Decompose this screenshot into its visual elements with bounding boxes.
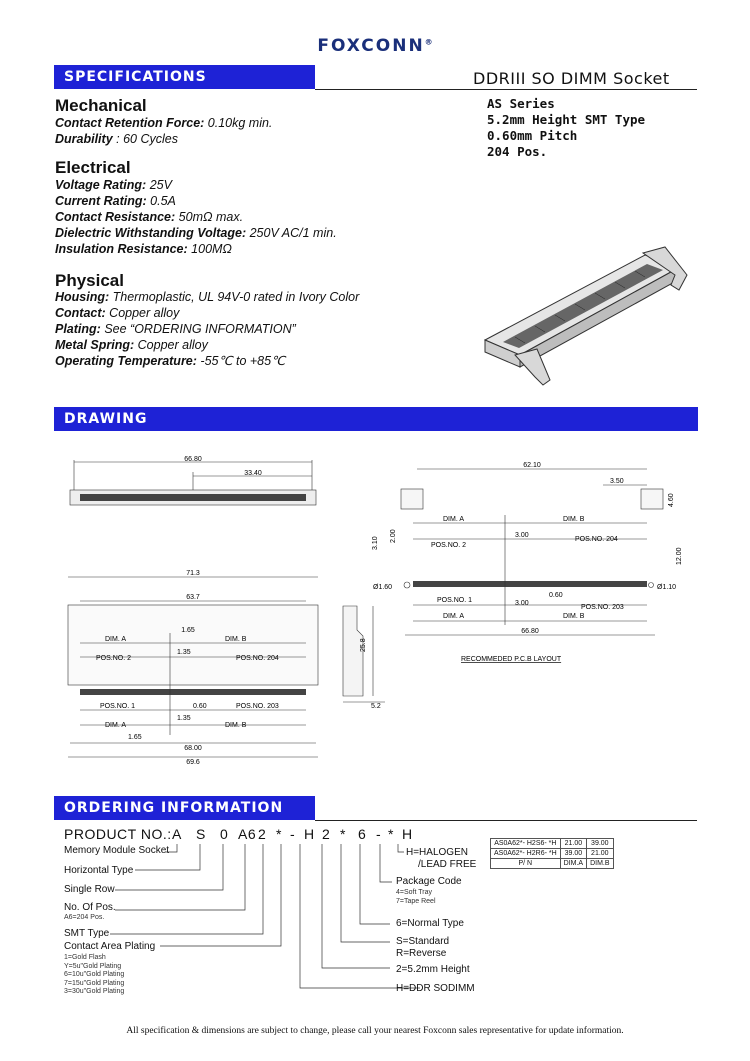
dim-66-80: 66.80: [521, 628, 539, 635]
dim-3-00: 3.00: [515, 532, 529, 539]
footer-note: All specification & dimensions are subject to change, please call your nearest Foxconn sales representative for update information.: [126, 1026, 624, 1036]
pos-2-label: POS.NO. 2: [96, 655, 132, 662]
pos-1-label-pcb: POS.NO. 1: [437, 597, 473, 604]
positions-line: 204 Pos.: [487, 144, 548, 159]
dim-25-8: 25.8: [360, 638, 367, 652]
dim-0-60-pcb: 0.60: [549, 592, 563, 599]
label-height: 2=5.2mm Height: [396, 964, 470, 975]
electrical-list: [55, 177, 337, 257]
code-char: 2: [322, 826, 331, 842]
code-char: -: [290, 826, 296, 842]
dim-1-65: 1.65: [181, 627, 195, 634]
code-char: 0: [220, 826, 229, 842]
pos-203-label-pcb: POS.NO. 203: [581, 604, 624, 611]
product-subtitle: [487, 96, 645, 160]
pos-204-label: POS.NO. 204: [236, 655, 279, 662]
specifications-bar: [54, 65, 315, 89]
dim-b-label-pcb-b: DIM. B: [563, 613, 585, 620]
spec-item: Plating: See “ORDERING INFORMATION”: [55, 322, 296, 336]
label-standard: S=Standard: [396, 936, 450, 947]
dim-5-2: 5.2: [371, 703, 381, 710]
spec-item: Operating Temperature: -55℃ to +85℃: [55, 354, 286, 368]
label-reverse: R=Reverse: [396, 948, 447, 959]
ordering-heading: ORDERING INFORMATION: [64, 800, 284, 816]
ordering-rule: [315, 820, 697, 821]
dim-63-7: 63.7: [186, 594, 200, 601]
plating-y: Y=5u"Gold Plating: [64, 962, 122, 970]
label-normal-type: 6=Normal Type: [396, 918, 464, 929]
logo-text: FOXCONN: [317, 36, 425, 56]
code-char: S: [196, 826, 206, 842]
dim-3-00-b: 3.00: [515, 600, 529, 607]
plating-6: 6=10u"Gold Plating: [64, 971, 125, 978]
plating-7: 7=15u"Gold Plating: [64, 979, 125, 987]
part-number-table: [490, 838, 614, 869]
dim-1-35: 1.35: [177, 649, 191, 656]
socket-illustration: [475, 245, 700, 390]
dim-b-label-pcb: DIM. B: [563, 516, 585, 523]
dim-4-60: 4.60: [668, 493, 675, 507]
table-row: AS0A62*- H2R6- *H 39.00 21.00: [491, 849, 614, 859]
drawing-bar: [54, 407, 698, 431]
physical-heading: Physical: [55, 271, 124, 290]
dim-0-60: 0.60: [193, 703, 207, 710]
table-row: P/ N DIM.A DIM.B: [491, 859, 614, 869]
spec-item: Current Rating: 0.5A: [55, 194, 176, 208]
dim-a-label-b: DIM. A: [105, 722, 127, 729]
code-char: *: [276, 826, 282, 842]
label-single-row: Single Row: [64, 884, 115, 895]
specifications-rule: [315, 89, 697, 90]
dim-a-label-pcb-b: DIM. A: [443, 613, 465, 620]
spec-item: Contact Retention Force: 0.10kg min.: [55, 116, 273, 130]
label-smt-type: SMT Type: [64, 928, 110, 939]
pos-203-label: POS.NO. 203: [236, 703, 279, 710]
dim-3-10: 3.10: [372, 536, 379, 550]
label-no-of-pos: No. Of Pos.: [64, 902, 116, 913]
dim-1-35-b: 1.35: [177, 715, 191, 722]
drawing-heading: DRAWING: [64, 411, 148, 427]
dim-62-10: 62.10: [523, 462, 541, 469]
plan-view-drawing: [60, 565, 330, 765]
code-char: *: [340, 826, 346, 842]
dim-b-label-b: DIM. B: [225, 722, 247, 729]
code-char: *: [388, 826, 394, 842]
spec-item: Durability : 60 Cycles: [55, 132, 178, 146]
ordering-bar: [54, 796, 315, 820]
spec-item: Contact Resistance: 50mΩ max.: [55, 210, 244, 224]
spec-item: Metal Spring: Copper alloy: [55, 338, 208, 352]
dim-total: 66.80: [184, 456, 202, 463]
label-lead-free: /LEAD FREE: [418, 859, 477, 870]
package-soft-tray: 4=Soft Tray: [396, 889, 432, 896]
label-memory-module-socket: Memory Module Socket: [64, 845, 170, 856]
dim-a-label-pcb: DIM. A: [443, 516, 465, 523]
product-no-label: PRODUCT NO.:: [64, 826, 172, 842]
top-view-drawing: [60, 450, 340, 520]
pcb-layout-note: RECOMMEDED P.C.B LAYOUT: [461, 656, 562, 663]
series-line: AS Series: [487, 96, 555, 111]
label-ddr-sodimm: H=DDR SODIMM: [396, 983, 475, 994]
code-char: -: [376, 826, 382, 842]
pos-2-label-pcb: POS.NO. 2: [431, 542, 467, 549]
label-halogen: H=HALOGEN: [406, 847, 468, 858]
spec-item: Dielectric Withstanding Voltage: 250V AC/1 min.: [55, 226, 337, 240]
dim-71-3: 71.3: [186, 570, 200, 577]
spec-item: Contact: Copper alloy: [55, 306, 180, 320]
foxconn-logo: [300, 36, 450, 56]
dim-1-65-b: 1.65: [128, 734, 142, 741]
code-char: 2: [258, 826, 267, 842]
package-tape-reel: 7=Tape Reel: [396, 897, 436, 905]
dim-half: 33.40: [244, 470, 262, 477]
plating-options: [64, 954, 124, 997]
dim-a-label: DIM. A: [105, 636, 127, 643]
package-options: [396, 889, 436, 906]
height-line: 5.2mm Height SMT Type: [487, 112, 646, 127]
registered-mark: ®: [424, 37, 433, 47]
dim-2-00: 2.00: [390, 529, 397, 543]
pcb-layout-drawing: [365, 455, 695, 670]
code-char: A: [172, 826, 182, 842]
label-a6: A6=204 Pos.: [64, 914, 105, 921]
hole-1-60: Ø1.60: [373, 584, 393, 591]
code-char: A6: [238, 826, 257, 842]
spec-item: Insulation Resistance: 100MΩ: [55, 242, 232, 256]
code-char: 6: [358, 826, 367, 842]
dim-3-50: 3.50: [610, 478, 624, 485]
label-horizontal-type: Horizontal Type: [64, 865, 134, 876]
pos-204-label-pcb: POS.NO. 204: [575, 536, 618, 543]
label-contact-area-plating: Contact Area Plating: [64, 941, 156, 952]
table-row: AS0A62*- H2S6- *H 21.00 39.00: [491, 839, 614, 849]
physical-list: [55, 289, 359, 369]
plating-3: 3=30u"Gold Plating: [64, 988, 125, 995]
dim-68-00: 68.00: [184, 745, 202, 752]
label-package-code: Package Code: [396, 876, 462, 887]
pitch-line: 0.60mm Pitch: [487, 128, 578, 143]
dim-69-6: 69.6: [186, 759, 200, 765]
plating-1: 1=Gold Flash: [64, 954, 106, 961]
spec-item: Housing: Thermoplastic, UL 94V-0 rated in Ivory Color: [55, 290, 360, 304]
mechanical-list: [55, 115, 272, 147]
specifications-heading: SPECIFICATIONS: [64, 69, 207, 85]
electrical-heading: Electrical: [55, 158, 131, 177]
code-char: H: [402, 826, 413, 842]
product-title: DDRIII SO DIMM Socket: [473, 69, 670, 88]
mechanical-heading: Mechanical: [55, 96, 147, 115]
dim-b-label: DIM. B: [225, 636, 247, 643]
dim-12-00: 12.00: [676, 547, 683, 565]
pos-1-label: POS.NO. 1: [100, 703, 136, 710]
spec-item: Voltage Rating: 25V: [55, 178, 172, 192]
hole-1-10: Ø1.10: [657, 584, 677, 591]
code-char: H: [304, 826, 315, 842]
